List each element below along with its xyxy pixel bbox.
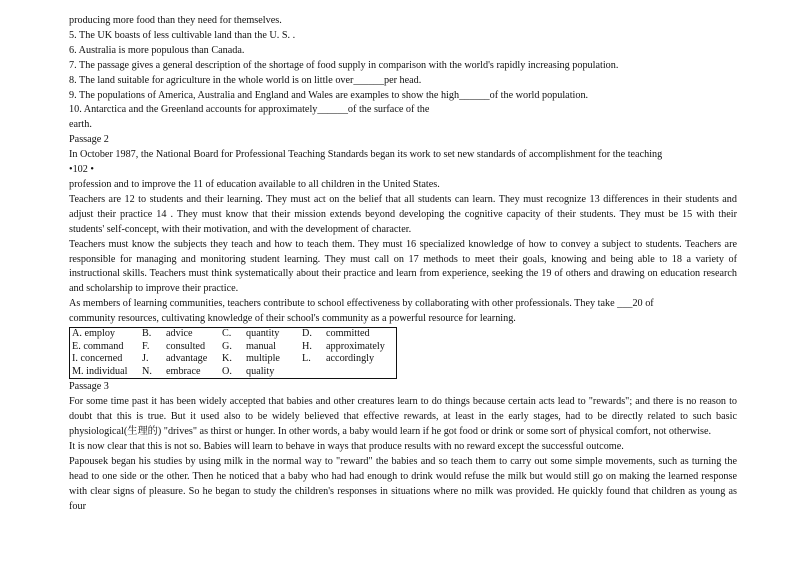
- passage-3-paragraph: It is now clear that this is not so. Babies will learn to behave in ways that produce results with no reward except the successful outcome.: [69, 441, 624, 453]
- statement-10: 10. Antarctica and the Greenland accounts for approximately______of the surface of the: [69, 104, 430, 116]
- table-row: [70, 366, 397, 379]
- table-cell: embrace: [166, 365, 201, 377]
- passage-2-heading: Passage 2: [69, 134, 109, 146]
- table-cell: quantity: [246, 328, 280, 340]
- table-cell: K.: [222, 353, 232, 365]
- table-cell: quality: [246, 365, 275, 377]
- passage-2-line: community resources, cultivating knowledge of their school's community as a powerful resource for learning.: [69, 313, 516, 325]
- passage-2-intro: In October 1987, the National Board for Professional Teaching Standards began its work to set new standards of accomplishment for the teaching: [69, 149, 663, 161]
- table-cell: B.: [142, 328, 152, 340]
- table-cell: consulted: [166, 340, 206, 352]
- passage-2-line: profession and to improve the 11 of education available to all children in the United States.: [69, 178, 440, 190]
- statement-7: 7. The passage gives a general description of the shortage of food supply in comparison with the world's rapidly increasing population.: [69, 59, 619, 71]
- table-cell: L.: [302, 353, 311, 365]
- table-row: [70, 353, 397, 366]
- statement-9: 9. The populations of America, Australia and England and Wales are examples to show the high______of the world population.: [69, 89, 589, 101]
- table-cell: accordingly: [326, 353, 375, 365]
- table-cell: J.: [142, 353, 149, 365]
- table-cell: O.: [222, 365, 232, 377]
- text-line: producing more food than they need for themselves.: [69, 15, 282, 26]
- table-cell: A. employ: [72, 328, 116, 340]
- passage-3-paragraph: Papousek began his studies by using milk in the normal way to "reward" the babies and so teach them to carry out some simple movements, such as turning the head to one side or the other. Then he noticed that a baby who had had enough to drink would refuse the milk but would still go on making the learned response with clear signs of pleasure. So he began to study the children's responses in situations where no milk was provided. He quickly found that children as young as four: [69, 455, 737, 512]
- word-bank-table: [69, 327, 397, 379]
- passage-2-paragraph: Teachers are 12 to students and their learning. They must act on the belief that all students can learn. They must recognize 13 differences in their students and adjust their practice 14 . They must know that their mission extends beyond developing the cognitive capacity of their students. They must be 15 with their students' self-concept, with their motivation, and with the development of character.: [69, 193, 737, 235]
- table-cell: D.: [302, 328, 312, 340]
- table-cell: advantage: [166, 353, 208, 365]
- passage-2-paragraph: As members of learning communities, teachers contribute to school effectiveness by collaborating with other professionals. They take ___20 of: [69, 298, 654, 310]
- table-cell: E. command: [72, 340, 124, 352]
- table-cell: N.: [142, 365, 152, 377]
- text-line: earth.: [69, 119, 92, 131]
- table-cell: H.: [302, 340, 312, 352]
- table-cell: M. individual: [72, 365, 128, 377]
- table-row: [70, 341, 397, 354]
- document-page: [69, 14, 737, 515]
- table-cell: approximately: [326, 340, 385, 352]
- passage-3-heading: Passage 3: [69, 381, 109, 393]
- table-cell: committed: [326, 328, 370, 340]
- table-cell: I. concerned: [72, 353, 123, 365]
- table-cell: multiple: [246, 353, 280, 365]
- table-row: [70, 328, 397, 341]
- passage-2-paragraph: Teachers must know the subjects they teach and how to teach them. They must 16 specialized knowledge of how to convey a subject to students. Teachers are responsible for managing and monitoring student learning. They must call on 17 methods to meet their goals, knowing and being able to 18 a variety of instructional skills. Teachers must think systematically about their practice and learn from experience, seeking the 19 of others and drawing on education research and scholarship to improve their practice.: [69, 238, 737, 295]
- table-cell: advice: [166, 328, 193, 340]
- table-cell: manual: [246, 340, 276, 352]
- table-cell: F.: [142, 340, 150, 352]
- passage-3-paragraph: For some time past it has been widely accepted that babies and other creatures learn to do things because certain acts lead to "rewards"; and there is no reason to doubt that this is true. But it used also to be widely believed that effective rewards, at least in the early stages, had to be directly related to such basic physiological(生理的) "drives" as thirst or hunger. In other words, a baby would learn if he got food or drink or some sort of physical comfort, not otherwise.: [69, 396, 737, 438]
- page-number: •102 •: [69, 164, 94, 176]
- table-cell: C.: [222, 328, 232, 340]
- table-cell: [300, 366, 324, 379]
- statement-6: 6. Australia is more populous than Canada.: [69, 44, 245, 56]
- table-cell: [324, 366, 397, 379]
- statement-8: 8. The land suitable for agriculture in the whole world is on little over______per head.: [69, 74, 422, 86]
- table-cell: G.: [222, 340, 232, 352]
- word-bank-wrapper: [69, 327, 737, 379]
- statement-5: 5. The UK boasts of less cultivable land than the U. S. .: [69, 29, 296, 41]
